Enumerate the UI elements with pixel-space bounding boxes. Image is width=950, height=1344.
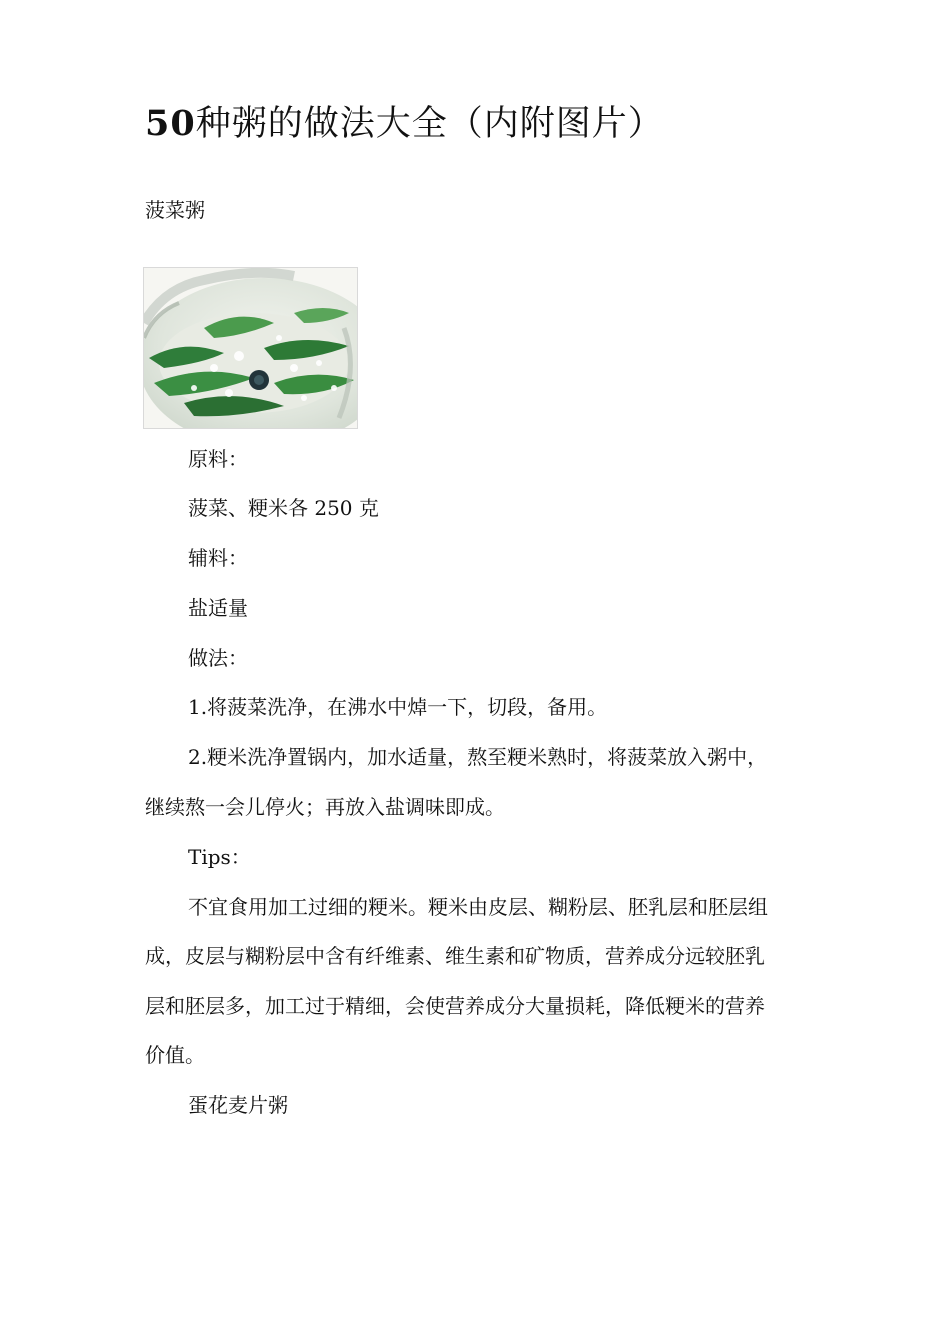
tips-text-line-4: 价值。 xyxy=(145,1043,205,1067)
next-recipe-name: 蛋花麦片粥 xyxy=(188,1093,288,1117)
tips-text-line-1: 不宜食用加工过细的粳米。粳米由皮层、糊粉层、胚乳层和胚层组 xyxy=(188,895,768,919)
recipe-name: 菠菜粥 xyxy=(145,198,205,222)
method-step-2-line-1: 2.粳米洗净置锅内，加水适量，熬至粳米熟时，将菠菜放入粥中， xyxy=(188,745,768,769)
tips-label: Tips： xyxy=(188,845,251,869)
method-step-1: 1.将菠菜洗净，在沸水中焯一下，切段，备用。 xyxy=(188,695,608,719)
page-title xyxy=(145,100,664,148)
seasoning-label: 辅料： xyxy=(188,546,248,570)
title-number: 50 xyxy=(145,103,196,144)
method-step-2-line-2: 继续熬一会儿停火；再放入盐调味即成。 xyxy=(145,795,505,819)
seasoning-value: 盐适量 xyxy=(188,596,248,620)
title-text: 种粥的做法大全（内附图片） xyxy=(195,104,664,144)
tips-text-line-2: 成，皮层与糊粉层中含有纤维素、维生素和矿物质，营养成分远较胚乳 xyxy=(145,944,765,968)
ingredients-value: 菠菜、粳米各 250 克 xyxy=(188,496,379,520)
tips-text-line-3: 层和胚层多，加工过于精细，会使营养成分大量损耗，降低粳米的营养 xyxy=(145,994,765,1018)
method-label: 做法： xyxy=(188,646,248,670)
ingredients-label: 原料： xyxy=(188,447,248,471)
spinach-porridge-photo xyxy=(143,267,358,429)
